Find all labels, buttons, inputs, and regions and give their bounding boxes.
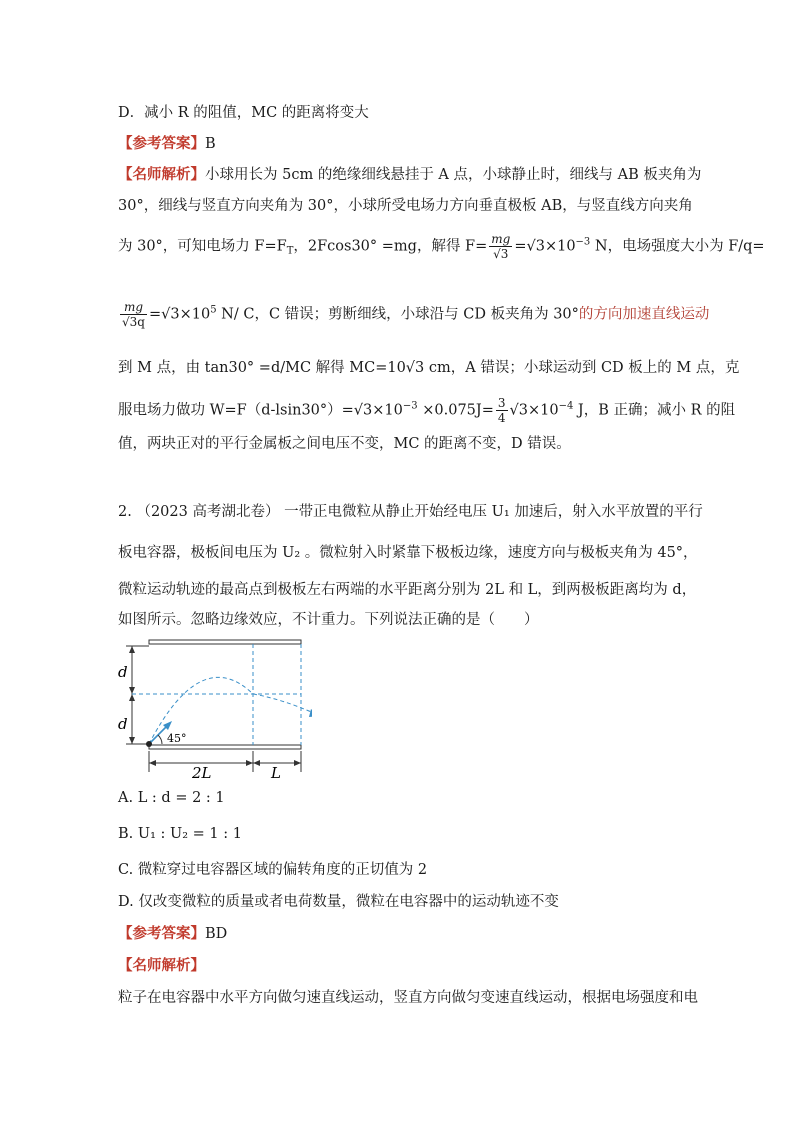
top-plate	[149, 640, 301, 644]
label-L: L	[271, 764, 281, 782]
problem2-stem-line-2: 板电容器，极板间电压为 U₂ 。微粒射入时紧靠下极板边缘，速度方向与极板夹角为 45°，	[118, 545, 698, 561]
answer-tag: 【参考答案】	[118, 135, 205, 152]
problem2-analysis-line-1: 粒子在电容器中水平方向做匀速直线运动，竖直方向做匀变速直线运动，根据电场强度和电	[118, 990, 698, 1006]
trajectory-arrow	[309, 709, 312, 717]
label-angle: 45°	[167, 732, 187, 745]
prev-analysis-line-4: $\frac{mg}{√3q}$ $=√3\times 10^5$ N/ C，C 错误；剪断细线，小球沿与 CD 板夹角为 30°的方向加速直线运动	[122, 300, 710, 329]
problem2-stem-line-4: 如图所示。忽略边缘效应，不计重力。下列说法正确的是（ ）	[118, 612, 539, 628]
problem2-stem-line-1: 2. （2023 高考湖北卷） 一带正电微粒从静止开始经电压 U₁ 加速后，射入水平放置的平行	[118, 504, 703, 520]
label-d-bottom: d	[118, 715, 128, 733]
option-d: D. 仅改变微粒的质量或者电荷数量，微粒在电容器中的运动轨迹不变	[118, 894, 559, 910]
problem2-answer	[118, 924, 694, 944]
prev-analysis-line-6: 服电场力做功 $W=F(d-lsin30^\circ)=√3\times 10^{-3} \times 0.075J=$ $\frac{3}{4}$ $√3\times 10^{-4}$ J，B 正确；减小 R 的阻	[118, 396, 736, 425]
prev-analysis-line-2: 30°，细线与竖直方向夹角为 30°，小球所受电场力方向垂直极板 AB，与竖直线方向夹角	[118, 198, 693, 214]
fraction-3-4: $\frac{3}{4}$	[497, 396, 506, 425]
prev-option-d: D．减小 R 的阻值，MC 的距离将变大	[118, 105, 369, 121]
prev-answer	[118, 134, 694, 154]
option-c: C. 微粒穿过电容器区域的偏转角度的正切值为 2	[118, 862, 428, 878]
label-d-top: d	[118, 663, 128, 681]
answer-value: BD	[205, 926, 228, 942]
answer-tag: 【参考答案】	[118, 925, 205, 942]
prev-analysis-line-3: 为 30°，可知电场力 $F=F_T$，2Fcos30° =mg，解得 F= $\frac{mg}{√3}$ $=√3\times 10^{-3}$ N，电场强度大小为 F/q=	[118, 232, 765, 261]
label-2L: 2L	[192, 764, 212, 782]
option-b: B. U₁ : U₂ = 1 : 1	[118, 826, 242, 842]
problem2-analysis-tag: 【名师解析】	[118, 957, 205, 974]
angle-arc	[158, 735, 162, 744]
analysis-tag: 【名师解析】	[118, 166, 205, 183]
prev-analysis-line-7: 值，两块正对的平行金属板之间电压不变，MC 的距离不变，D 错误。	[118, 436, 571, 452]
particle	[146, 741, 152, 747]
fraction-mg-sqrt3: $\frac{mg}{√3}$	[491, 232, 511, 261]
prev-analysis-line-1: 【名师解析】小球用长为 5cm 的绝缘细线悬挂于 A 点，小球静止时，细线与 AB 板夹角为	[118, 166, 702, 183]
problem2-stem-line-3: 微粒运动轨迹的最高点到极板左右两端的水平距离分别为 2L 和 L，到两极板距离均为 d，	[118, 582, 697, 598]
option-a: A. L : d = 2 : 1	[118, 790, 225, 806]
answer-value: B	[205, 136, 216, 152]
prev-analysis-line-5: 到 M 点，由 tan30° =d/MC 解得 MC=10√3 cm，A 错误；小球运动到 CD 板上的 M 点，克	[118, 360, 740, 376]
capacitor-diagram	[112, 638, 312, 783]
fraction-mg-sqrt3q: $\frac{mg}{√3q}$	[122, 300, 145, 329]
bottom-plate	[149, 745, 301, 749]
